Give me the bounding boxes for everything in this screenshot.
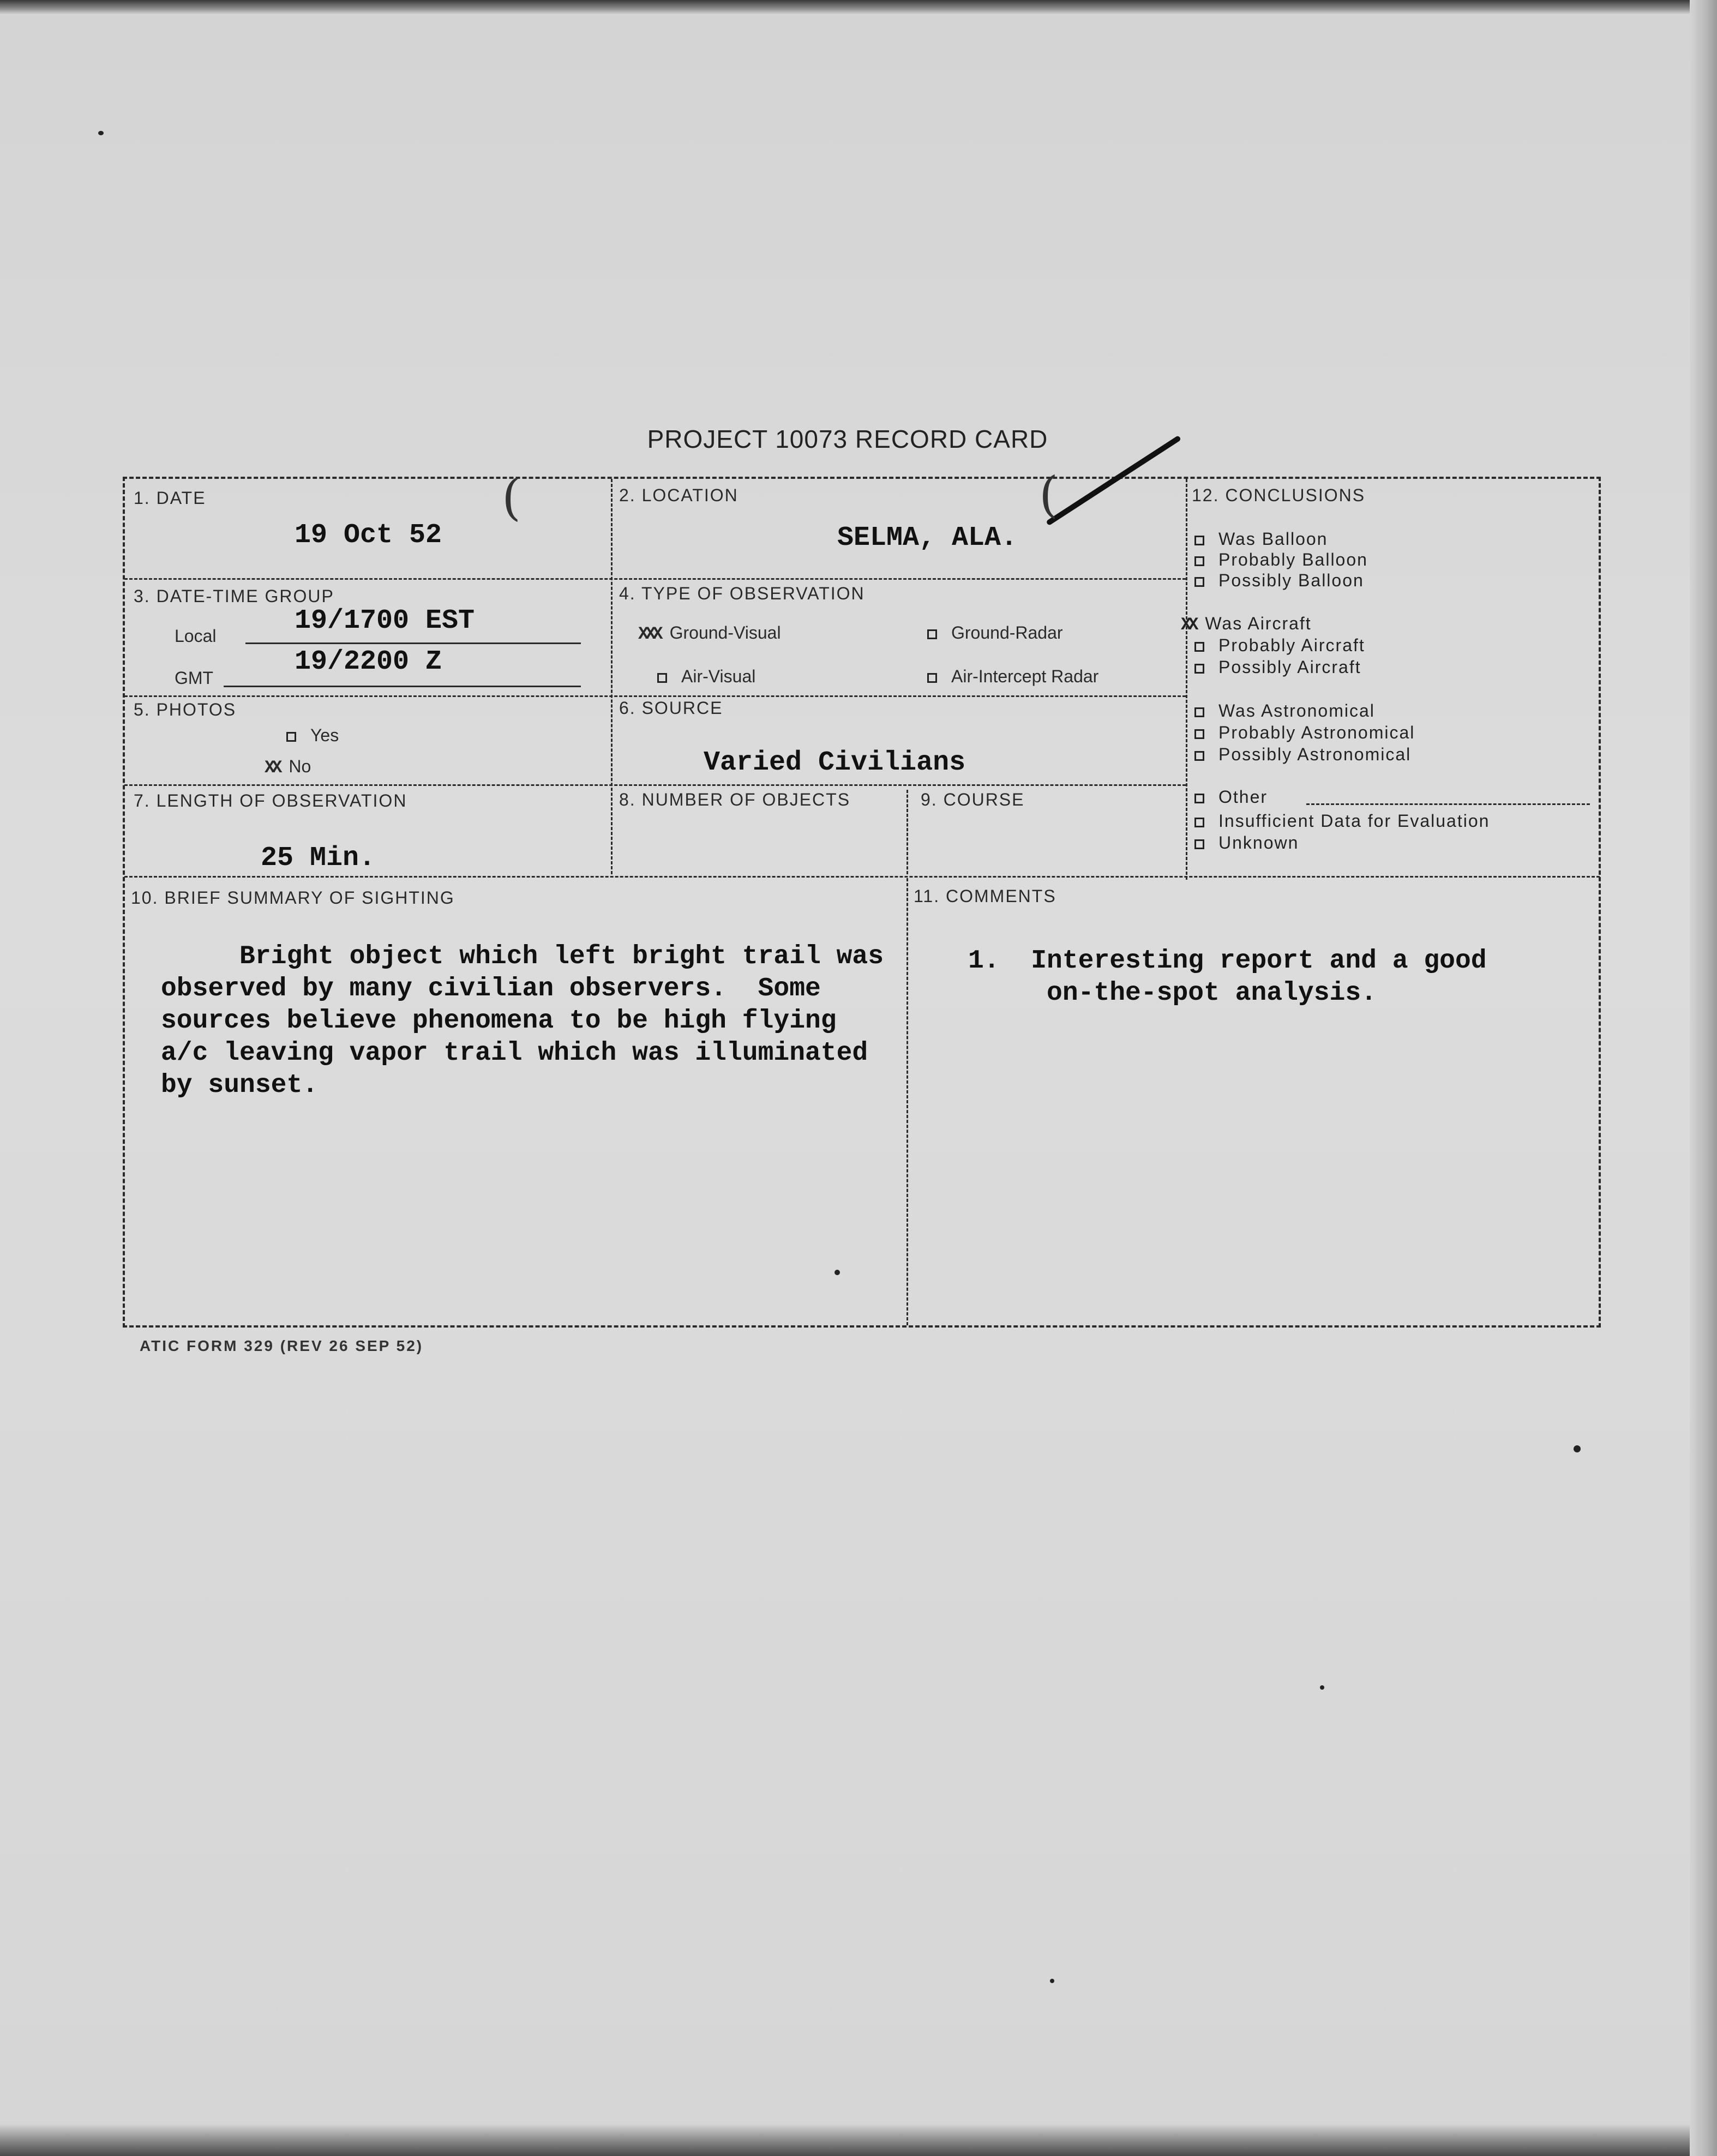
option-label: Air-Visual (681, 666, 756, 686)
checkbox-icon (1194, 751, 1204, 761)
date-value: 19 Oct 52 (295, 520, 442, 551)
conclusion-was-astronomical (1194, 701, 1375, 721)
comments-label: 11. COMMENTS (914, 886, 1056, 906)
checkbox-icon (927, 673, 937, 683)
conclusion-label: Unknown (1218, 833, 1299, 852)
conclusion-unknown (1194, 833, 1299, 853)
option-air-intercept-radar (927, 666, 1098, 687)
date-time-group-label: 3. DATE-TIME GROUP (134, 586, 334, 606)
conclusion-insufficient-data (1194, 811, 1490, 831)
checkbox-mark: XX (265, 758, 279, 778)
conclusion-possibly-aircraft (1194, 657, 1361, 677)
photos-no (265, 756, 311, 778)
conclusions-label: 12. CONCLUSIONS (1192, 485, 1366, 505)
checkbox-icon (1194, 664, 1204, 674)
dust-speck (1574, 1445, 1581, 1452)
number-of-objects-label: 8. NUMBER OF OBJECTS (619, 790, 851, 809)
conclusion-label: Was Aircraft (1205, 614, 1312, 633)
conclusion-label: Possibly Aircraft (1218, 657, 1361, 677)
location-value: SELMA, ALA. (837, 523, 1018, 554)
conclusion-label: Was Astronomical (1218, 701, 1375, 720)
local-value: 19/1700 EST (295, 605, 475, 636)
local-label: Local (175, 626, 217, 646)
scan-edge-right (1690, 0, 1717, 2156)
location-label: 2. LOCATION (619, 485, 739, 505)
brief-summary-text: Bright object which left bright trail was observed by many civilian observers. Some sources believe phenomena to be high flying a/c leaving vapor trail which was illuminated by sunset. (161, 942, 884, 1100)
scan-edge-bottom (0, 2124, 1717, 2156)
divider-course (906, 790, 908, 874)
divider-col-2 (1186, 479, 1187, 880)
source-label: 6. SOURCE (619, 698, 723, 718)
divider-col-1 (611, 479, 613, 874)
course-label: 9. COURSE (921, 790, 1025, 809)
option-label: Air-Intercept Radar (951, 666, 1099, 686)
checkbox-icon (1194, 839, 1204, 849)
option-label: No (289, 756, 311, 776)
conclusion-label: Probably Aircraft (1218, 635, 1365, 655)
type-of-observation-label: 4. TYPE OF OBSERVATION (619, 584, 865, 603)
conclusion-probably-aircraft (1194, 635, 1365, 656)
checkbox-icon (1194, 536, 1204, 545)
form-number: ATIC FORM 329 (REV 26 SEP 52) (140, 1337, 424, 1354)
gmt-value: 19/2200 Z (295, 646, 442, 677)
option-ground-visual (638, 623, 781, 644)
conclusion-other (1194, 787, 1268, 807)
gmt-underline (224, 686, 581, 687)
conclusion-was-balloon (1194, 529, 1328, 549)
gmt-label: GMT (175, 668, 214, 688)
checkbox-mark: XXX (638, 624, 660, 644)
checkbox-icon (286, 732, 296, 742)
checkbox-icon (1194, 707, 1204, 717)
divider-row-2 (124, 695, 1186, 697)
option-label: Yes (310, 725, 339, 745)
photos-label: 5. PHOTOS (134, 700, 237, 719)
divider-summary-comments (906, 878, 908, 1325)
conclusion-possibly-astronomical (1194, 744, 1411, 765)
checkbox-icon (1194, 729, 1204, 739)
option-air-visual (657, 666, 755, 687)
dust-speck (1050, 1979, 1054, 1983)
conclusion-possibly-balloon (1194, 570, 1364, 591)
conclusion-label: Was Balloon (1218, 529, 1328, 549)
conclusion-label: Possibly Astronomical (1218, 744, 1412, 764)
pen-mark-paren: ( (502, 469, 521, 526)
conclusion-label: Probably Astronomical (1218, 723, 1415, 742)
conclusion-label: Other (1218, 787, 1268, 807)
divider-row-1 (124, 578, 1186, 580)
source-value: Varied Civilians (704, 747, 966, 778)
local-underline (245, 642, 581, 644)
dust-speck (98, 131, 104, 135)
checkbox-icon (1194, 818, 1204, 827)
checkbox-mark: XX (1181, 615, 1196, 635)
checkbox-icon (1194, 642, 1204, 652)
form-title: PROJECT 10073 RECORD CARD (647, 425, 1048, 453)
checkbox-icon (1194, 794, 1204, 803)
option-label: Ground-Visual (669, 623, 781, 642)
checkbox-icon (1194, 556, 1204, 566)
length-of-observation-label: 7. LENGTH OF OBSERVATION (134, 791, 407, 810)
conclusion-label: Probably Balloon (1218, 550, 1368, 569)
divider-row-3 (124, 784, 1186, 786)
conclusion-probably-astronomical (1194, 723, 1415, 743)
checkbox-icon (927, 629, 937, 639)
option-ground-radar (927, 623, 1063, 643)
dust-speck (1320, 1685, 1324, 1690)
photos-yes (286, 725, 339, 746)
scan-edge-top (0, 0, 1717, 14)
pen-mark-paren: ( (1039, 466, 1059, 524)
conclusion-label: Possibly Balloon (1218, 570, 1364, 590)
length-of-observation-value: 25 Min. (261, 843, 376, 874)
checkbox-icon (1194, 577, 1204, 587)
conclusion-label: Insufficient Data for Evaluation (1218, 811, 1490, 831)
divider-row-4 (124, 876, 1600, 878)
date-label: 1. DATE (134, 488, 206, 508)
conclusion-probably-balloon (1194, 550, 1368, 570)
option-label: Ground-Radar (951, 623, 1063, 642)
other-fill-line (1306, 803, 1590, 805)
brief-summary-label: 10. BRIEF SUMMARY OF SIGHTING (131, 888, 455, 908)
comments-text: 1. Interesting report and a good on-the-spot analysis. (968, 946, 1487, 1008)
conclusion-was-aircraft (1181, 614, 1312, 635)
checkbox-icon (657, 673, 667, 683)
